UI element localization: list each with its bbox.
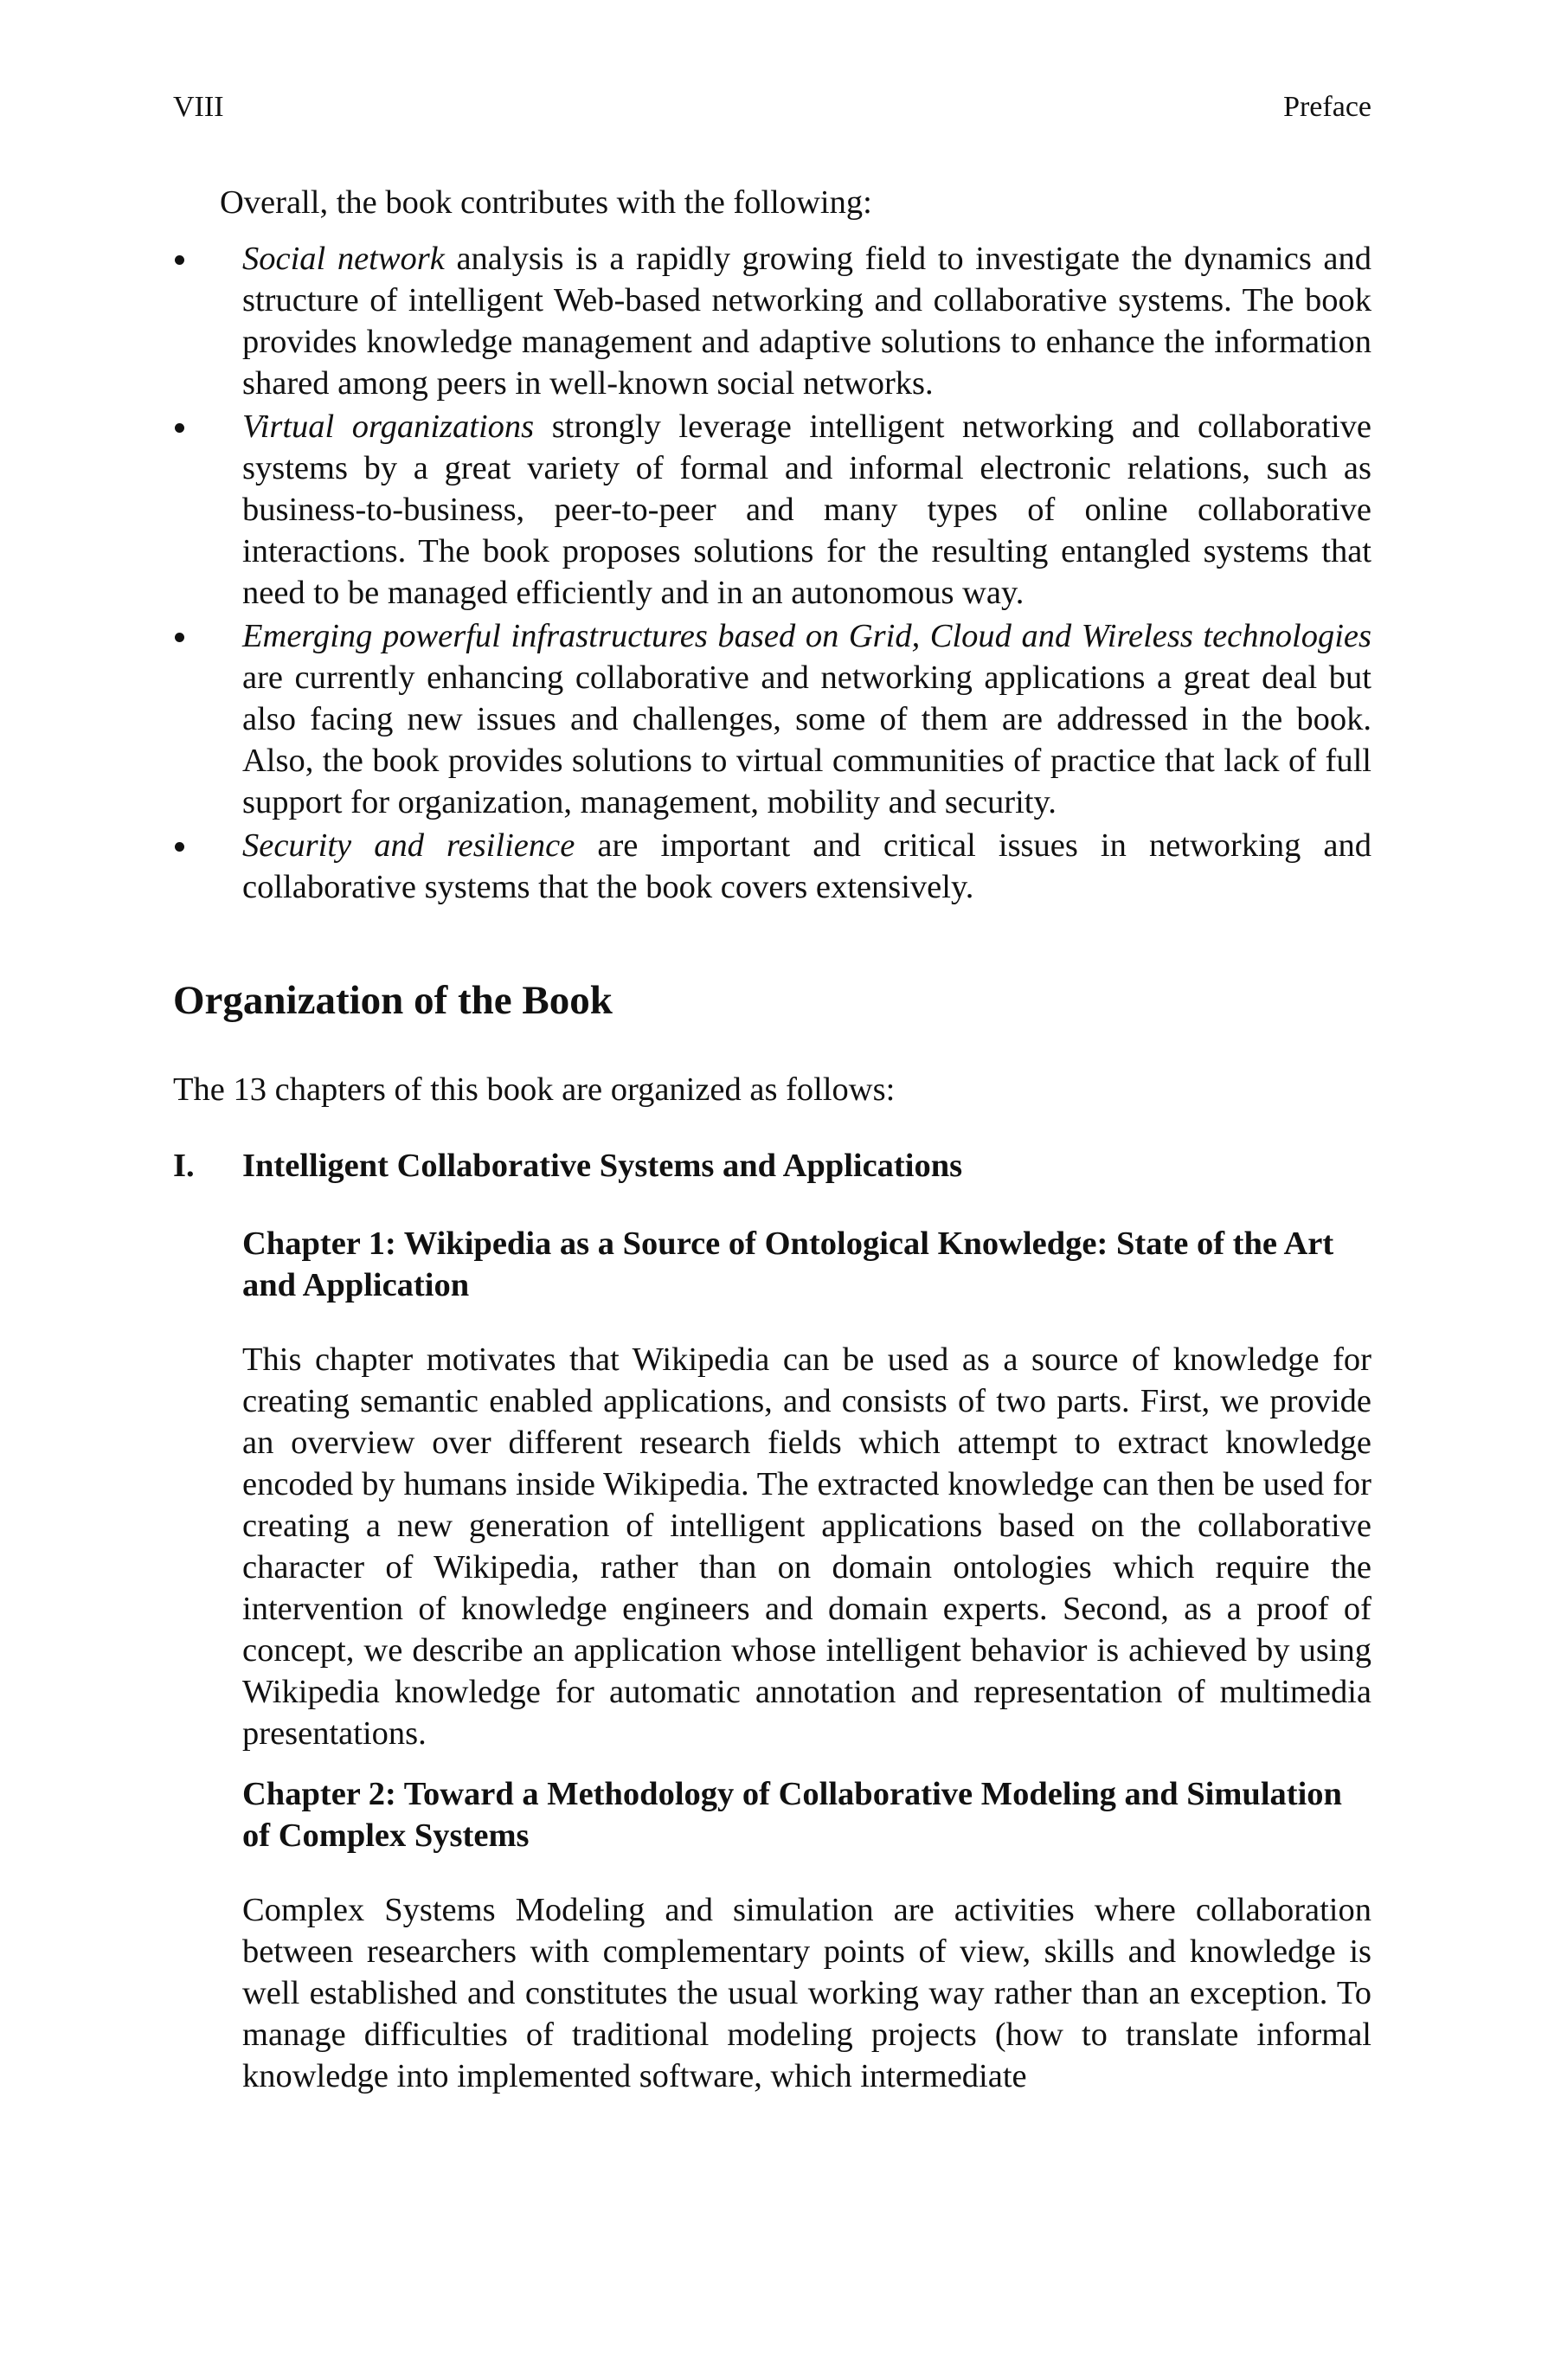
bullet-icon: [175, 842, 184, 852]
chapter-1: [173, 1223, 1371, 1754]
chapter-summary: This chapter motivates that Wikipedia can be used as a source of knowledge for creating semantic enabled applications, and consists of two parts. First, we provide an overview over different research fields which attempt to extract knowledge encoded by humans inside Wikipedia. The extracted knowledge can then be used for creating a new generation of intelligent applications based on the collaborative character of Wikipedia, rather than on domain ontologies which require the intervention of knowledge engineers and domain experts. Second, as a proof of concept, we describe an application whose intelligent behavior is achieved by using Wikipedia knowledge for automatic annotation and representation of multimedia presentations.: [242, 1341, 1371, 1752]
bullet-icon: [175, 633, 184, 642]
list-item: [173, 825, 1371, 908]
item-lead: Emerging powerful infrastructures based on Grid, Cloud and Wireless technologies: [242, 618, 1371, 654]
chapter-title: Chapter 1: Wikipedia as a Source of Ontological Knowledge: State of the Art and Application: [242, 1225, 1334, 1303]
part-heading: [173, 1145, 1371, 1187]
list-item: [173, 406, 1371, 614]
contributions-intro: Overall, the book contributes with the following:: [220, 184, 872, 221]
chapter-summary: Complex Systems Modeling and simulation are activities where collaboration between researchers with complementary points of view, skills and knowledge is well established and constitutes the usual working way rather than an exception. To manage difficulties of traditional modeling projects (how to translate informal knowledge into implemented software, which intermediate: [242, 1892, 1371, 2094]
section-heading: Organization of the Book: [173, 978, 613, 1023]
item-text: are currently enhancing collaborative and networking applications a great deal but also facing new issues and challenges, some of them are addressed in the book. Also, the book provides solutions to virtual communities of practice that lack of full support for organization, management, mobility and security.: [242, 659, 1371, 820]
item-text: strongly leverage intelligent networking and collaborative systems by a great variety of formal and informal electronic relations, such as business-to-business, peer-to-peer and many types of online collaborative interactions. The book proposes solutions for the resulting entangled systems that need to be managed efficiently and in an autonomous way.: [242, 408, 1371, 611]
running-section-title: Preface: [1283, 91, 1371, 123]
item-lead: Virtual organizations: [242, 408, 535, 445]
bullet-icon: [175, 255, 184, 265]
item-text: analysis is a rapidly growing field to investigate the dynamics and structure of intelligent Web-based networking and collaborative systems. The book provides knowledge management and adaptive solutions to enhance the information shared among peers in well-known social networks.: [242, 241, 1371, 402]
part-number: I.: [173, 1148, 195, 1184]
page-body: [173, 182, 1371, 2116]
chapter-title: Chapter 2: Toward a Methodology of Collaborative Modeling and Simulation of Complex Systems: [242, 1776, 1342, 1854]
chapter-2: [173, 1773, 1371, 2097]
page-number: VIII: [173, 91, 224, 123]
item-lead: Social network: [242, 241, 445, 277]
item-text: are important and critical issues in networking and collaborative systems that the book covers extensively.: [242, 827, 1371, 905]
organization-intro: The 13 chapters of this book are organized as follows:: [173, 1071, 896, 1108]
list-item: [173, 238, 1371, 404]
contributions-list: [173, 238, 1371, 908]
bullet-icon: [175, 423, 184, 433]
list-item: [173, 615, 1371, 823]
part-title: Intelligent Collaborative Systems and Applications: [242, 1148, 963, 1184]
item-lead: Security and resilience: [242, 827, 575, 864]
